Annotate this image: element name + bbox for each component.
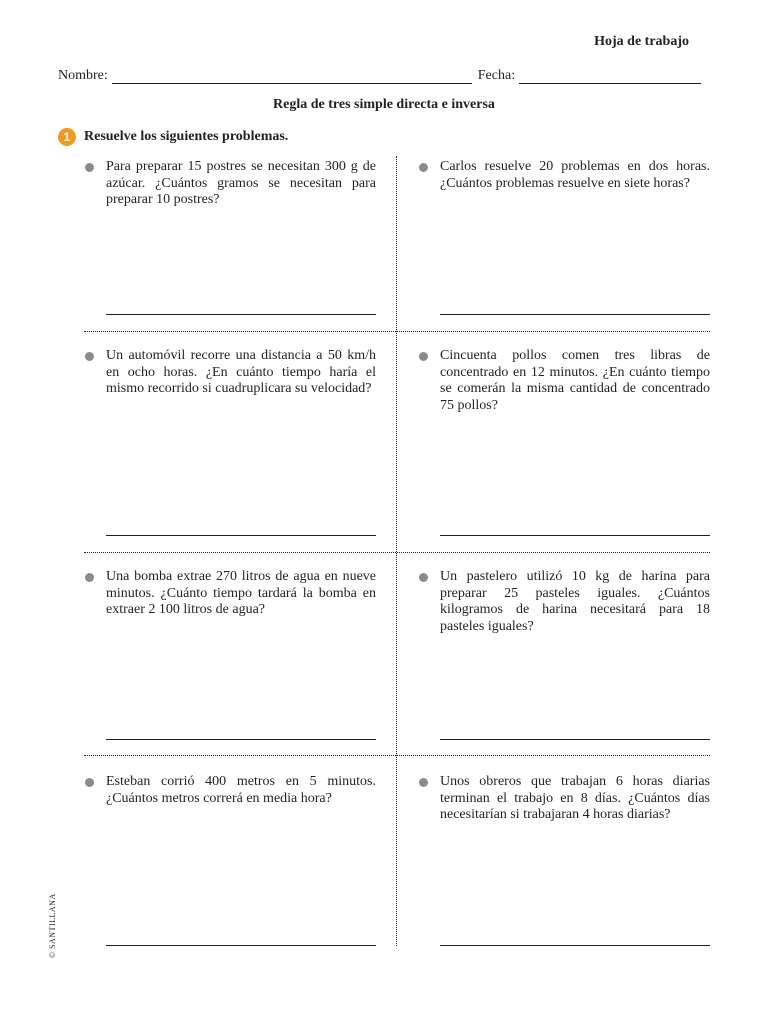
- bullet-icon: [419, 163, 428, 172]
- sheet-label: Hoja de trabajo: [594, 34, 689, 49]
- problem-text: Una bomba extrae 270 litros de agua en nueve minutos. ¿Cuánto tiempo tardará la bomba en extraer 2 100 litros de agua?: [106, 569, 376, 617]
- instruction-text: Resuelve los siguientes problemas.: [84, 129, 289, 144]
- row-divider: [84, 331, 710, 332]
- bullet-icon: [85, 163, 94, 172]
- row-divider: [84, 552, 710, 553]
- date-blank[interactable]: [519, 69, 701, 84]
- answer-line[interactable]: [440, 739, 710, 740]
- problem-text: Unos obreros que trabajan 6 horas diarias terminan el trabajo en 8 días. ¿Cuántos días necesitarían si trabajaran 4 horas diarias?: [440, 774, 710, 822]
- bullet-icon: [419, 352, 428, 361]
- bullet-icon: [85, 352, 94, 361]
- name-label: Nombre:: [58, 68, 108, 83]
- answer-line[interactable]: [106, 535, 376, 536]
- date-label: Fecha:: [477, 68, 516, 83]
- problem-text: Un pastelero utilizó 10 kg de harina para preparar 25 pasteles iguales. ¿Cuántos kilogramos de harina necesitará para 18 pasteles iguales?: [440, 569, 710, 634]
- activity-instruction: [58, 128, 288, 146]
- worksheet-title: Regla de tres simple directa e inversa: [273, 97, 495, 112]
- name-date-row: [58, 64, 710, 84]
- answer-line[interactable]: [106, 739, 376, 740]
- bullet-icon: [85, 778, 94, 787]
- problem-text: Para preparar 15 postres se necesitan 300 g de azúcar. ¿Cuántos gramos se necesitan para preparar 10 postres?: [106, 159, 376, 207]
- problem-text: Esteban corrió 400 metros en 5 minutos. ¿Cuántos metros correrá en media hora?: [106, 774, 376, 806]
- problem-text: Un automóvil recorre una distancia a 50 km/h en ocho horas. ¿En cuánto tiempo haría el mismo recorrido si cuadruplicara su velocidad?: [106, 348, 376, 396]
- copyright-notice: © SANTILLANA: [48, 893, 57, 958]
- column-divider: [396, 156, 397, 946]
- answer-line[interactable]: [106, 314, 376, 315]
- bullet-icon: [419, 778, 428, 787]
- name-blank[interactable]: [112, 69, 472, 84]
- activity-number-badge: 1: [58, 128, 76, 146]
- answer-line[interactable]: [440, 945, 710, 946]
- bullet-icon: [85, 573, 94, 582]
- answer-line[interactable]: [106, 945, 376, 946]
- answer-line[interactable]: [440, 535, 710, 536]
- answer-line[interactable]: [440, 314, 710, 315]
- problem-text: Carlos resuelve 20 problemas en dos horas. ¿Cuántos problemas resuelve en siete horas?: [440, 159, 710, 191]
- bullet-icon: [419, 573, 428, 582]
- row-divider: [84, 755, 710, 756]
- problem-text: Cincuenta pollos comen tres libras de concentrado en 12 minutos. ¿En cuánto tiempo se comerán la misma cantidad de concentrado 75 pollos?: [440, 348, 710, 413]
